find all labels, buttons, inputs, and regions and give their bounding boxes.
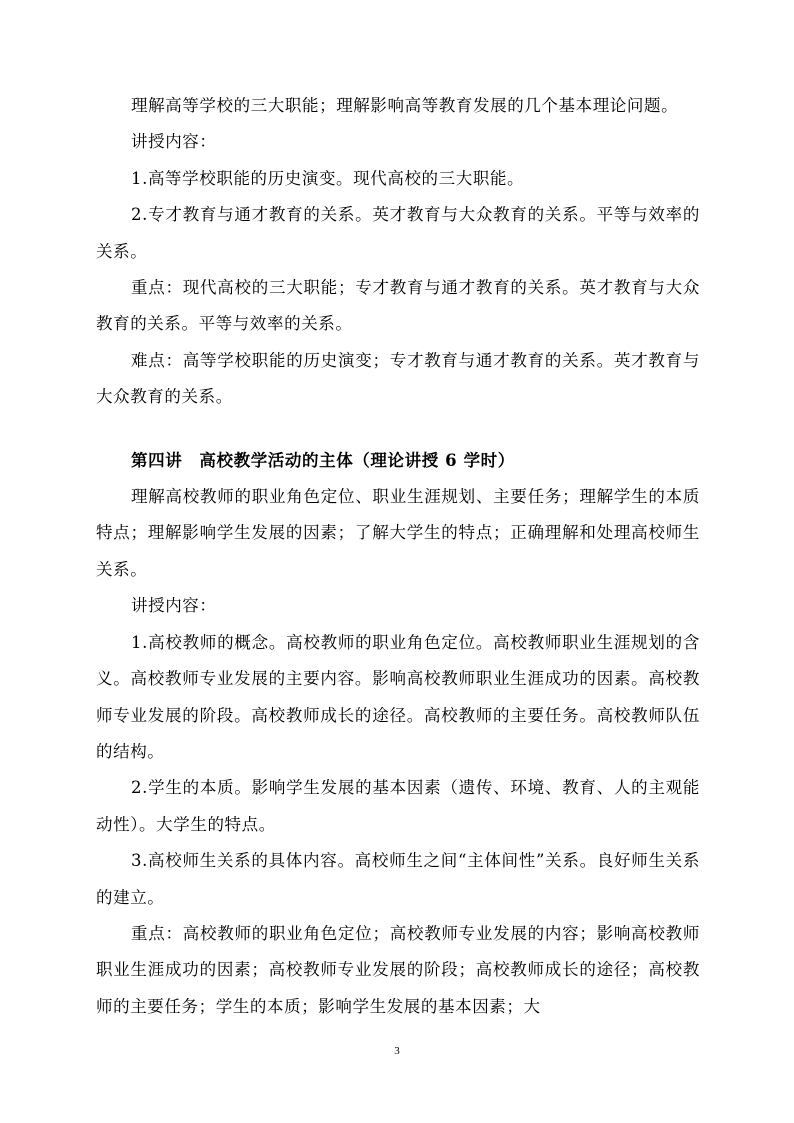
paragraph-content-item-2: 2.专才教育与通才教育的关系。英才教育与大众教育的关系。平等与效率的关系。 [96, 205, 700, 261]
paragraph-content-label-4: 讲授内容： [131, 596, 217, 616]
paragraph-content-label: 讲授内容： [131, 132, 217, 152]
paragraph-content-item-4-2: 2.学生的本质。影响学生发展的基本因素（遗传、环境、教育、人的主观能动性）。大学生的特点。 [96, 778, 700, 834]
paragraph-objectives-4: 理解高校教师的职业角色定位、职业生涯规划、主要任务；理解学生的本质特点；理解影响学生发展的因素；了解大学生的特点；正确理解和处理高校师生关系。 [96, 487, 700, 579]
document-body [96, 88, 700, 1025]
paragraph-difficulties: 难点：高等学校职能的历史演变；专才教育与通才教育的关系。英才教育与大众教育的关系。 [96, 350, 700, 407]
paragraph-content-item-4-3: 3.高校师生关系的具体内容。高校师生之间“主体间性”关系。良好师生关系的建立。 [96, 851, 700, 907]
paragraph-objectives-3: 理解高等学校的三大职能；理解影响高等教育发展的几个基本理论问题。 [131, 96, 679, 115]
section-heading-lecture-4: 第四讲 高校教学活动的主体（理论讲授 6 学时） [131, 450, 515, 470]
paragraph-content-item-4-1: 1.高校教师的概念。高校教师的职业角色定位。高校教师职业生涯规划的含义。高校教师专业发展的主要内容。影响高校教师职业生涯成功的因素。高校教师专业发展的阶段。高校教师成长的途径。高校教师的主要任务。高校教师队伍的结构。 [96, 632, 700, 761]
paragraph-key-points: 重点：现代高校的三大职能；专才教育与通才教育的关系。英才教育与大众教育的关系。平等与效率的关系。 [96, 278, 700, 334]
page-number: 3 [394, 1045, 400, 1057]
paragraph-content-item-1: 1.高等学校职能的历史演变。现代高校的三大职能。 [131, 168, 525, 188]
paragraph-key-points-4: 重点：高校教师的职业角色定位；高校教师专业发展的内容；影响高校教师职业生涯成功的因素；高校教师专业发展的阶段；高校教师成长的途径；高校教师的主要任务；学生的本质；影响学生发展的基本因素；大 [96, 923, 700, 1016]
